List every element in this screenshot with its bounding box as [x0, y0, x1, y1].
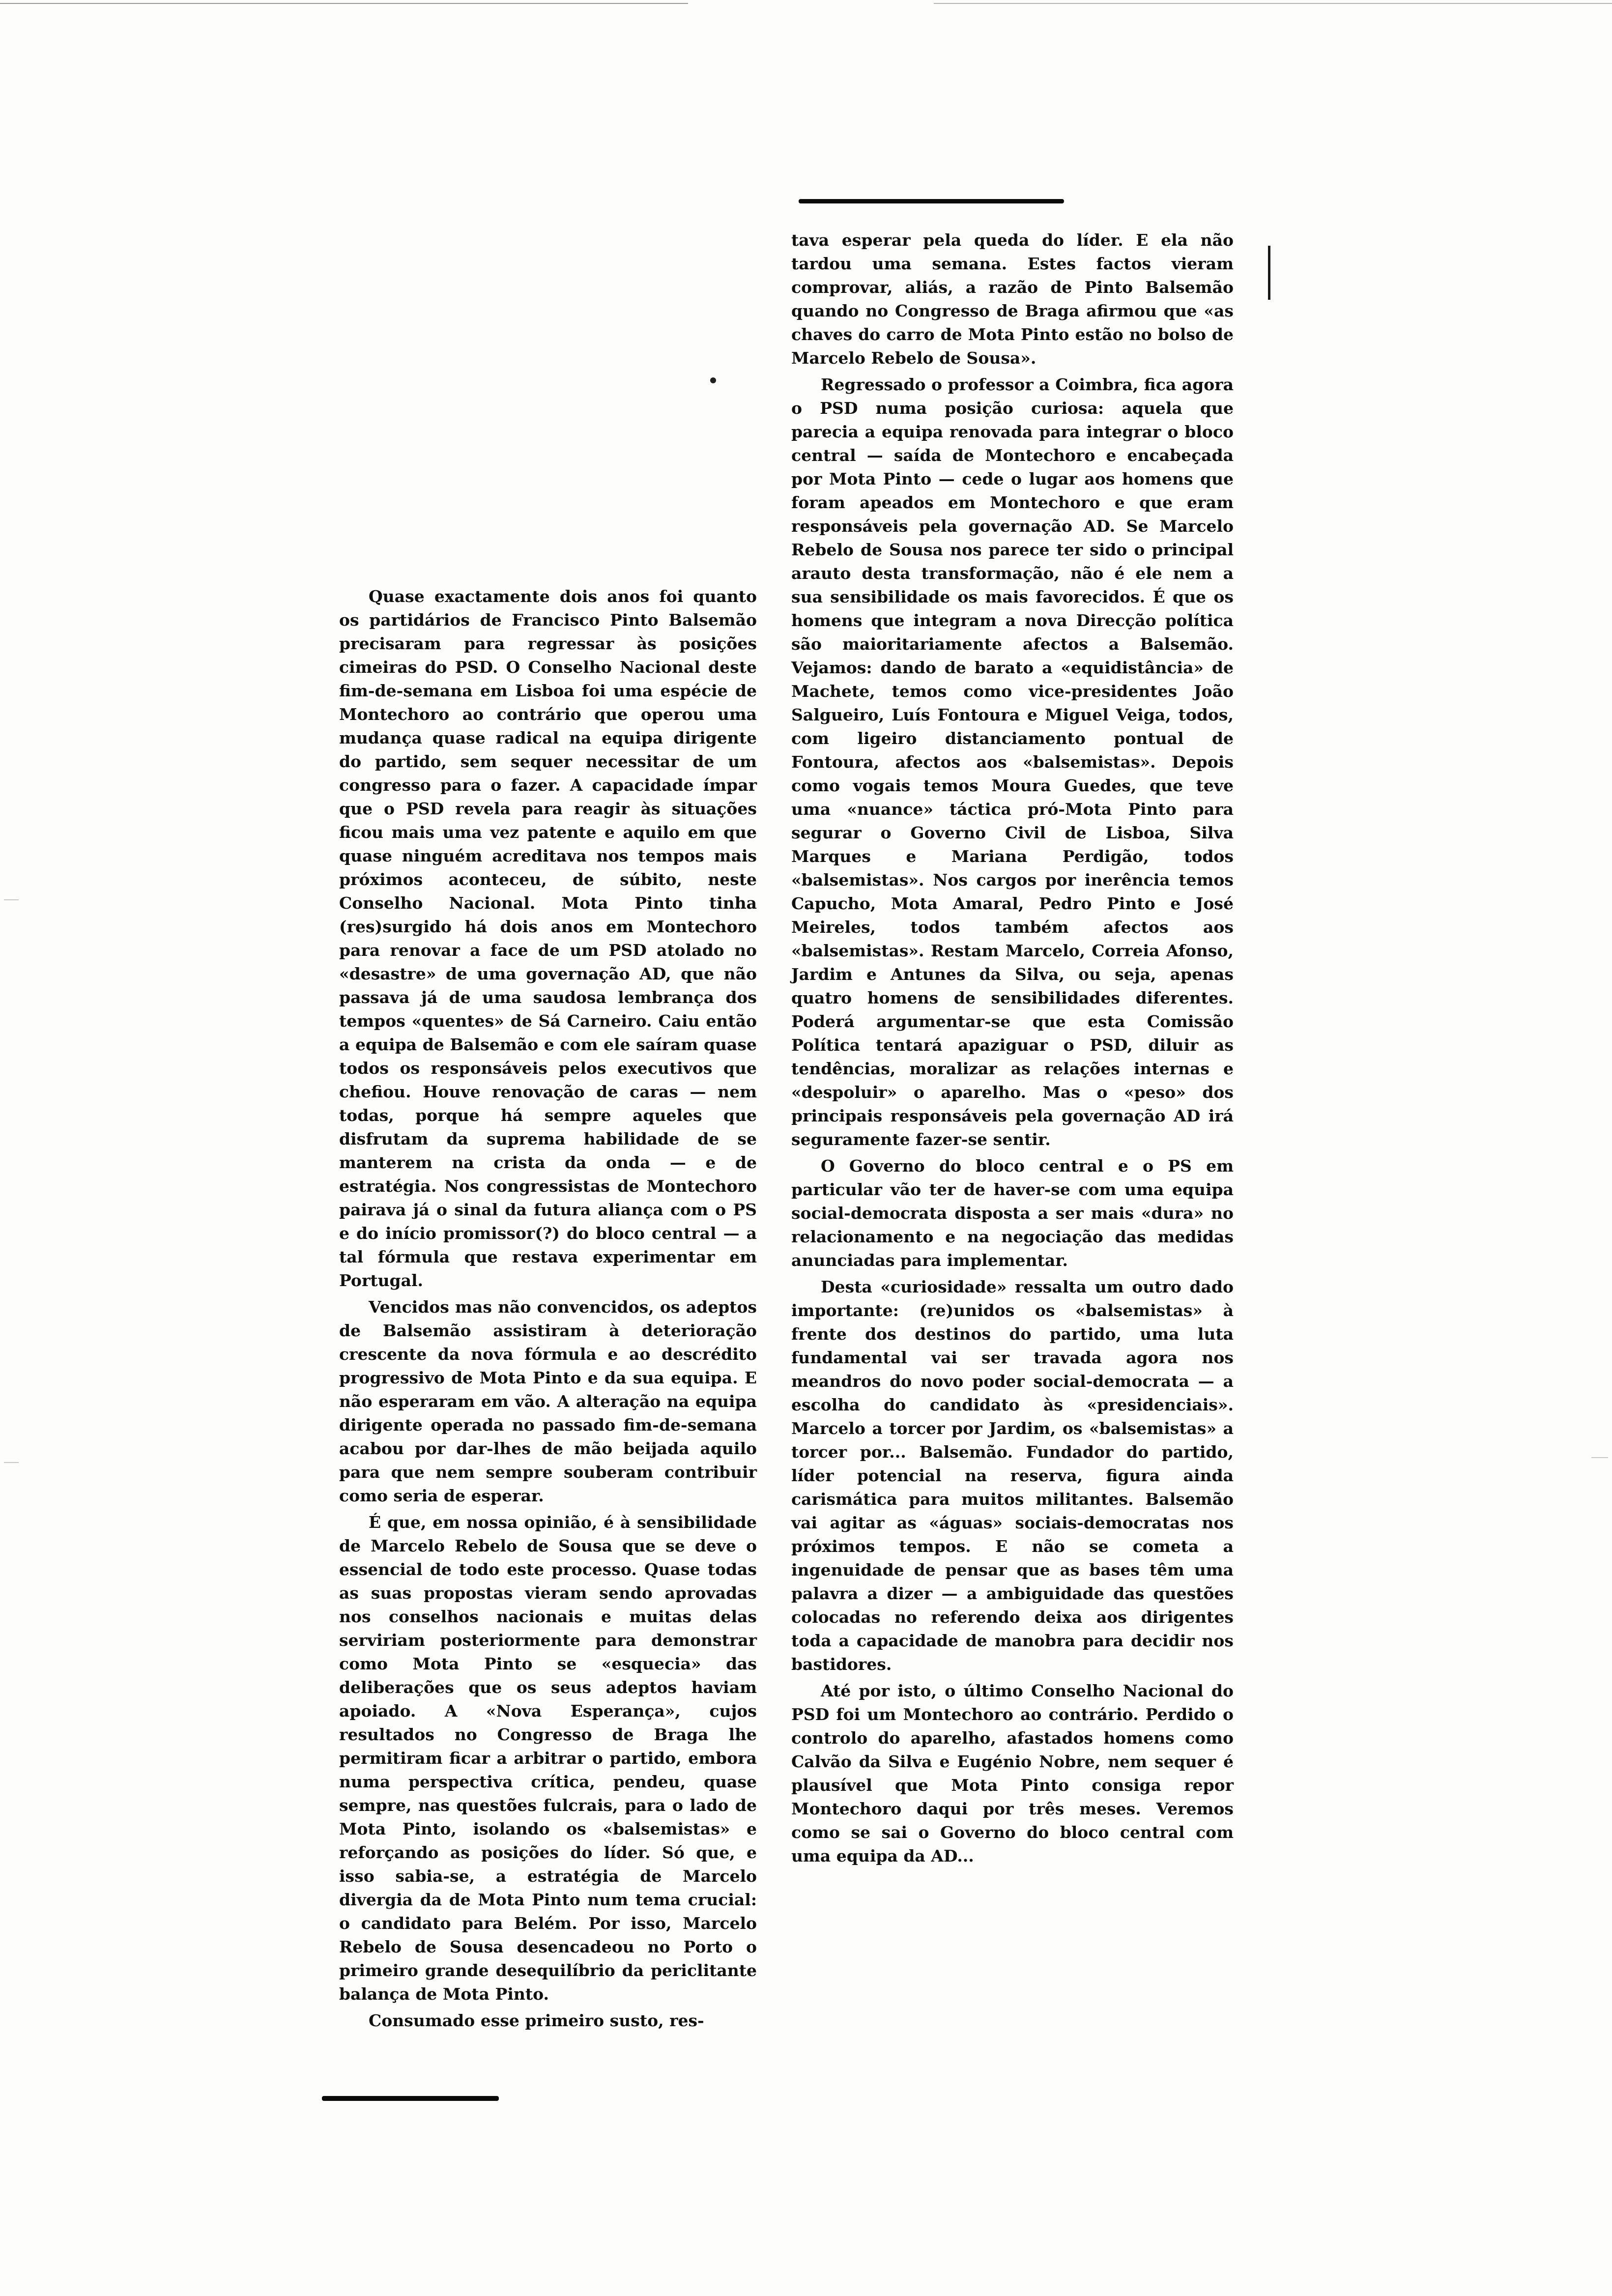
- article-paragraph: Regressado o professor a Coimbra, fica agora o PSD numa posição curiosa: aquela que parecia a equipa renovada para integrar o bloco central — saída de Montechoro e encabeçada por Mota Pinto — cede o lugar aos homens que foram apeados em Montechoro e que eram responsáveis pela governação AD. Se Marcelo Rebelo de Sousa nos parece ter sido o principal arauto desta transformação, não é ele nem a sua sensibilidade os mais favorecidos. É que os homens que integram a nova Direcção política são maioritariamente afectos a Balsemão. Vejamos: dando de barato a «equidistância» de Machete, temos como vice-presidentes João Salgueiro, Luís Fontoura e Miguel Veiga, todos, com ligeiro distanciamento pontual de Fontoura, afectos aos «balsemistas». Depois como vogais temos Moura Guedes, que teve uma «nuance» táctica pró-Mota Pinto para segurar o Governo Civil de Lisboa, Silva Marques e Mariana Perdigão, todos «balsemistas». Nos cargos por inerência temos Capucho, Mota Amaral, Pedro Pinto e José Meireles, todos também afectos aos «balsemistas». Restam Marcelo, Correia Afonso, Jardim e Antunes da Silva, ou seja, apenas quatro homens de sensibilidades diferentes. Poderá argumentar-se que esta Comissão Política tentará apaziguar o PSD, diluir as tendências, moralizar as relações internas e «despoluir» o aparelho. Mas o «peso» dos principais responsáveis pela governação AD irá seguramente fazer-se sentir.: [791, 375, 1234, 1149]
- article-paragraph: O Governo do bloco central e o PS em particular vão ter de haver-se com uma equipa social-democrata disposta a ser mais «dura» no relacionamento e na negociação das medidas anunciadas para implementar.: [791, 1156, 1234, 1270]
- scan-mark: [4, 899, 19, 900]
- scan-mark: [1591, 1457, 1608, 1458]
- article-paragraph: Vencidos mas não convencidos, os adeptos de Balsemão assistiram à deterioração crescente da nova fórmula e ao descrédito progressivo de Mota Pinto e da sua equipa. E não esperaram em vão. A alteração na equipa dirigente operada no passado fim-de-semana acabou por dar-lhes de mão beijada aquilo para que nem sempre souberam contribuir como seria de esperar.: [339, 1297, 757, 1505]
- ink-dot: [710, 377, 716, 383]
- column-top-rule: [799, 199, 1064, 203]
- article-paragraph-continuation: tava esperar pela queda do líder. E ela não tardou uma semana. Estes factos vieram comprovar, aliás, a razão de Pinto Balsemão quando no Congresso de Braga afirmou que «as chaves do carro de Mota Pinto estão no bolso de Marcelo Rebelo de Sousa».: [791, 230, 1234, 368]
- vertical-rule: [1268, 246, 1270, 300]
- article-paragraph: Até por isto, o último Conselho Nacional do PSD foi um Montechoro ao contrário. Perdido o controlo do aparelho, afastados homens como Calvão da Silva e Eugénio Nobre, nem sequer é plausível que Mota Pinto consiga repor Montechoro daqui por três meses. Veremos como se sai o Governo do bloco central com uma equipa da AD...: [791, 1681, 1234, 1866]
- article-paragraph: Consumado esse primeiro susto, res-: [369, 2011, 704, 2030]
- column-bottom-rule: [322, 2096, 499, 2101]
- article-paragraph: Desta «curiosidade» ressalta um outro dado importante: (re)unidos os «balsemistas» à frente dos destinos do partido, uma luta fundamental vai ser travada agora nos meandros do novo poder social-democrata — a escolha do candidato às «presidenciais». Marcelo a torcer por Jardim, os «balsemistas» a torcer por... Balsemão. Fundador do partido, líder potencial na reserva, figura ainda carismática para muitos militantes. Balsemão vai agitar as «águas» sociais-democratas nos próximos tempos. E não se cometa a ingenuidade de pensar que as bases têm uma palavra a dizer — a ambiguidade das questões colocadas no referendo deixa aos dirigentes toda a capacidade de manobra para decidir nos bastidores.: [791, 1277, 1234, 1674]
- scan-edge-line: [934, 3, 1612, 4]
- article-paragraph: Quase exactamente dois anos foi quanto os partidários de Francisco Pinto Balsemão precisaram para regressar às posições cimeiras do PSD. O Conselho Nacional deste fim-de-semana em Lisboa foi uma espécie de Montechoro ao contrário que operou uma mudança quase radical na equipa dirigente do partido, sem sequer necessitar de um congresso para o fazer. A capacidade ímpar que o PSD revela para reagir às situações ficou mais uma vez patente e aquilo em que quase ninguém acreditava nos tempos mais próximos aconteceu, de súbito, neste Conselho Nacional. Mota Pinto tinha (res)surgido há dois anos em Montechoro para renovar a face de um PSD atolado no «desastre» de uma governação AD, que não passava já de uma saudosa lembrança dos tempos «quentes» de Sá Carneiro. Caiu então a equipa de Balsemão e com ele saíram quase todos os responsáveis pelos executivos que chefiou. Houve renovação de caras — nem todas, porque há sempre aqueles que disfrutam da suprema habilidade de se manterem na crista da onda — e de estratégia. Nos congressistas de Montechoro pairava já o sinal da futura aliança com o PS e do início promissor(?) do bloco central — a tal fórmula que restava experimentar em Portugal.: [339, 587, 757, 1290]
- article-paragraph: É que, em nossa opinião, é à sensibilidade de Marcelo Rebelo de Sousa que se deve o essencial de todo este processo. Quase todas as suas propostas vieram sendo aprovadas nos conselhos nacionais e muitas delas serviriam posteriormente para demonstrar como Mota Pinto se «esquecia» das deliberações que os seus adeptos haviam apoiado. A «Nova Esperança», cujos resultados no Congresso de Braga lhe permitiram ficar a arbitrar o partido, embora numa perspectiva crítica, pendeu, quase sempre, nas questões fulcrais, para o lado de Mota Pinto, isolando os «balsemistas» e reforçando as posições do líder. Só que, e isso sabia-se, a estratégia de Marcelo divergia da de Mota Pinto num tema crucial: o candidato para Belém. Por isso, Marcelo Rebelo de Sousa desencadeou no Porto o primeiro grande desequilíbrio da periclitante balança de Mota Pinto.: [339, 1513, 757, 2004]
- scan-mark: [4, 1462, 19, 1463]
- article-right-column: [791, 229, 1234, 1871]
- scan-edge-line: [0, 3, 688, 4]
- article-left-column: [339, 585, 757, 2036]
